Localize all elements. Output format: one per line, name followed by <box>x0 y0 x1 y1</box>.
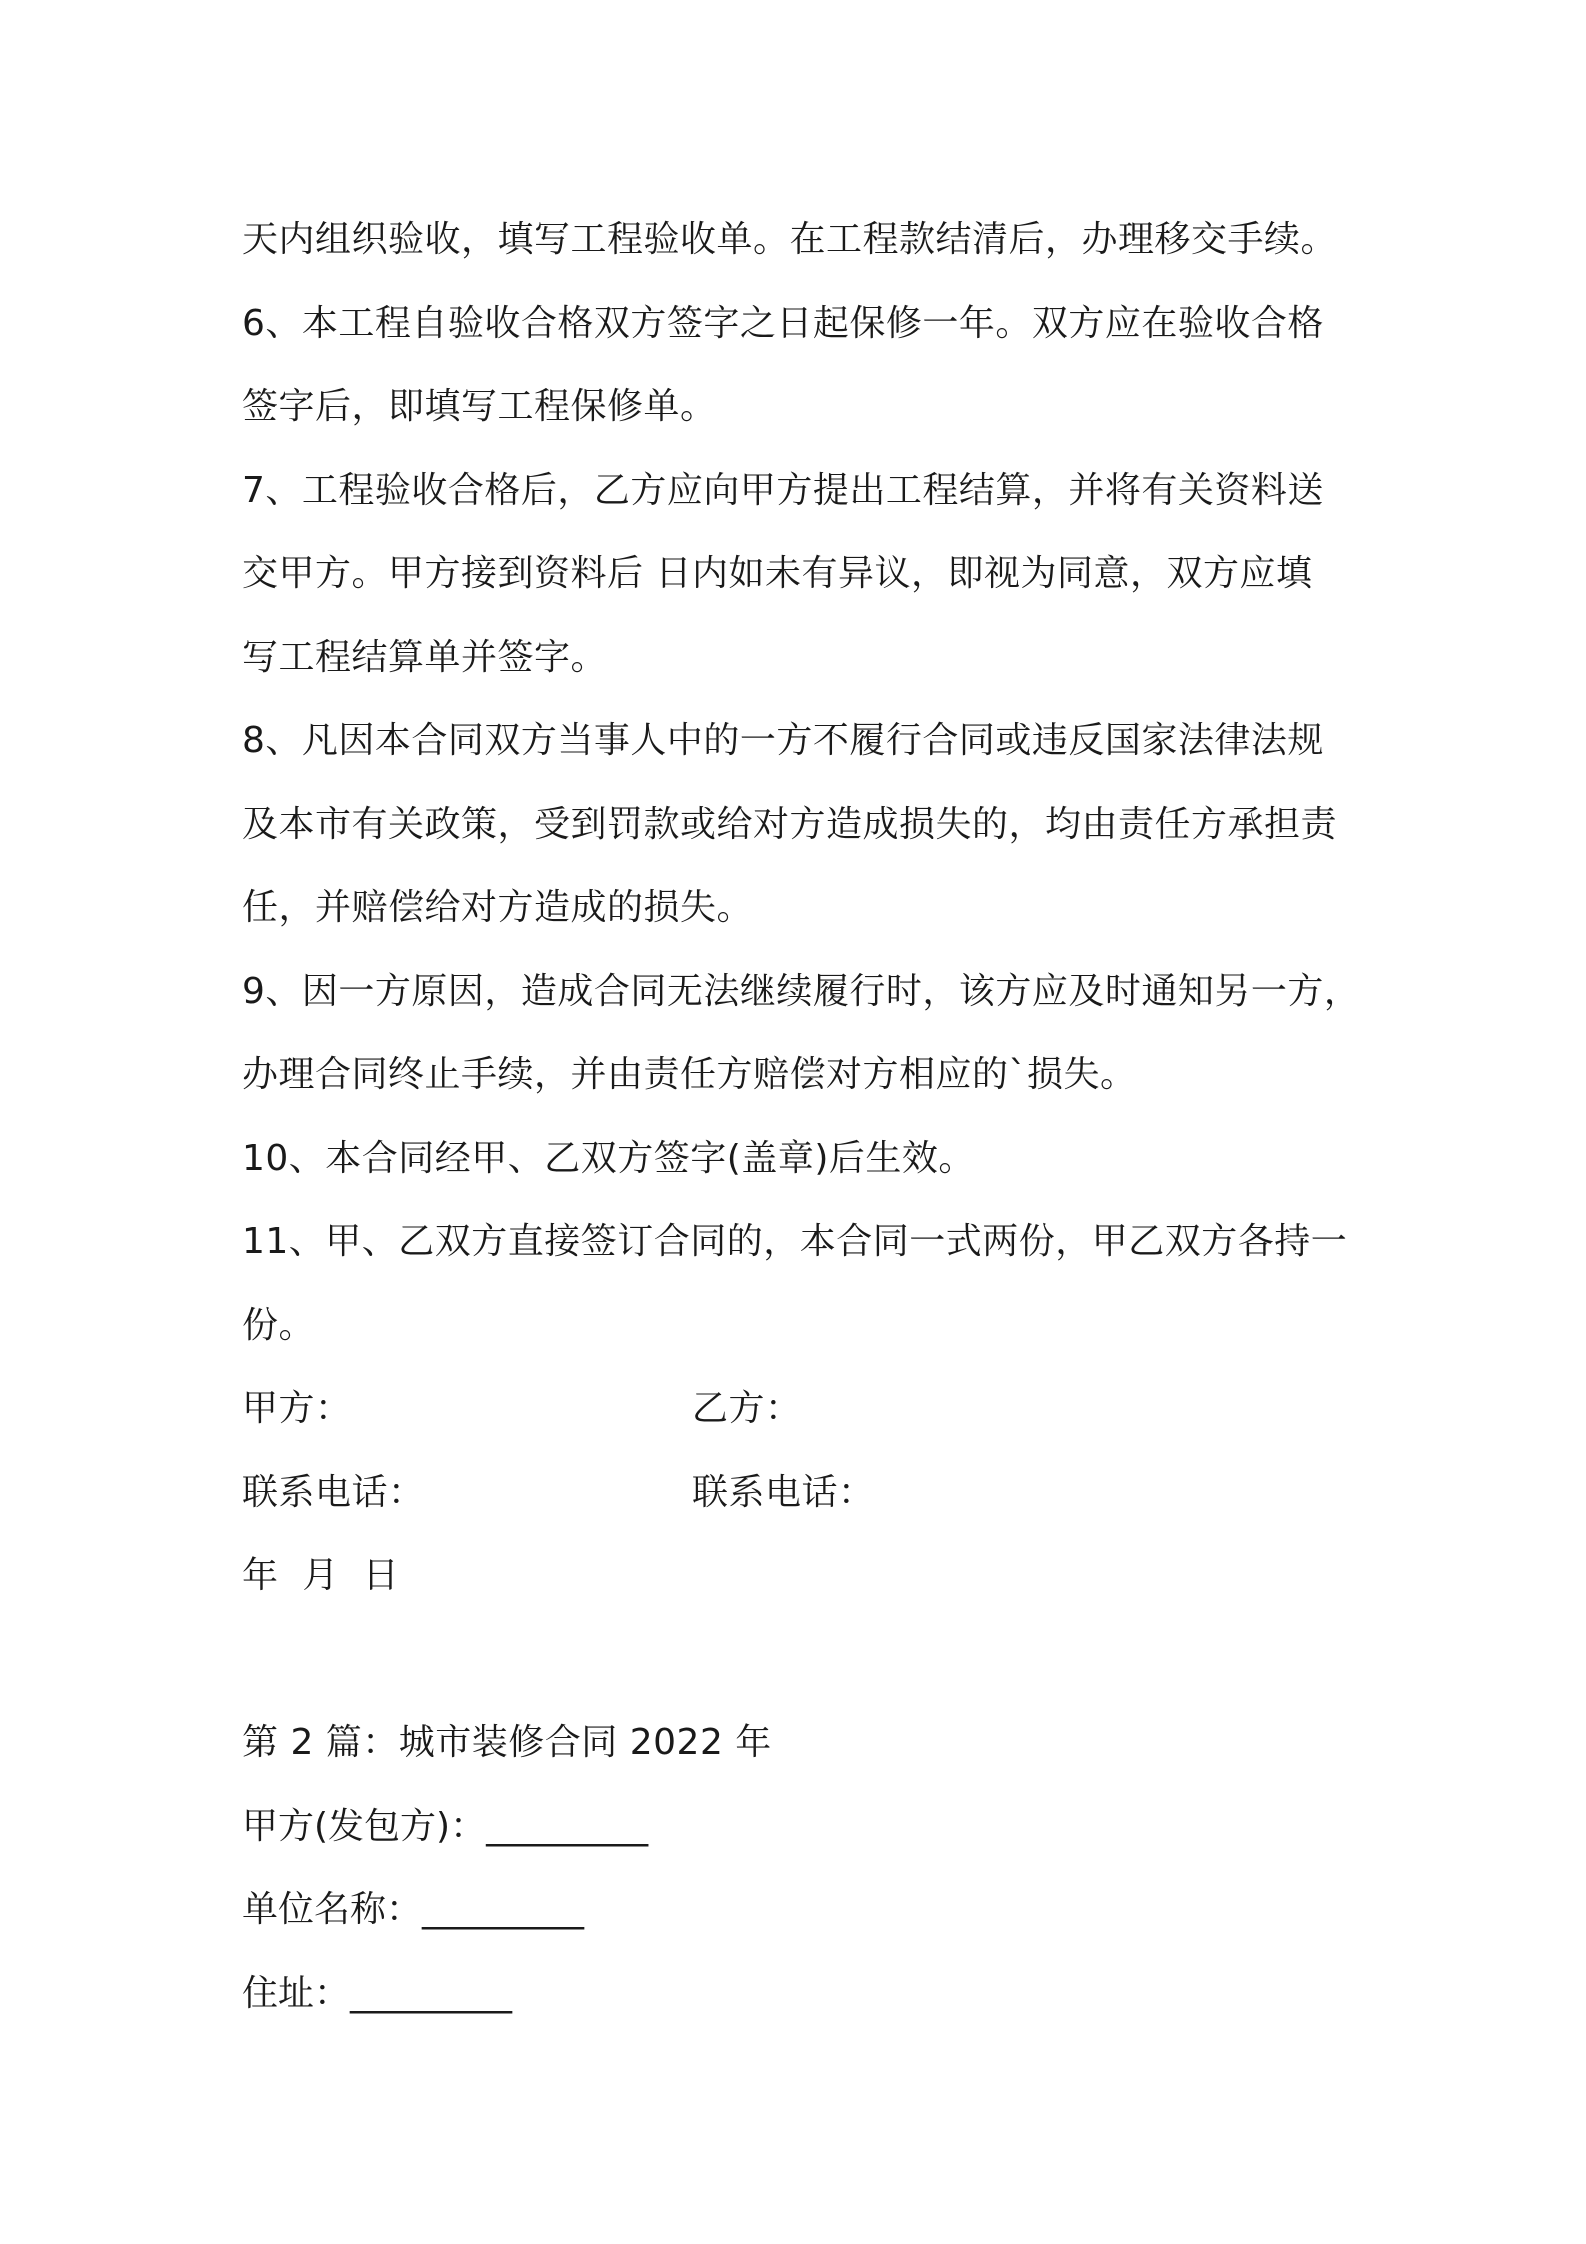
clause-6-line-2: 签字后，即填写工程保修单。 <box>242 386 717 427</box>
clause-8-line-3: 任，并赔偿给对方造成的损失。 <box>242 887 754 928</box>
phone-b-label: 联系电话： <box>692 1471 875 1513</box>
signature-party-row <box>242 1367 1372 1451</box>
clause-9-line-1: 9、因一方原因，造成合同无法继续履行时，该方应及时通知另一方， <box>242 970 1361 1012</box>
employer-field: 甲方(发包方)：_________ <box>242 1805 649 1847</box>
party-a-label: 甲方： <box>242 1388 352 1429</box>
section-2-title: 第 2 篇：城市装修合同 2022 年 <box>242 1722 772 1763</box>
clause-9-line-2: 办理合同终止手续，并由责任方赔偿对方相应的`损失。 <box>242 1054 1137 1095</box>
clause-6-line-1: 6、本工程自验收合格双方签字之日起保修一年。双方应在验收合格 <box>242 302 1324 344</box>
section-spacer <box>242 1618 1372 1702</box>
document-body <box>242 198 1372 2035</box>
clause-7-line-1: 7、工程验收合格后，乙方应向甲方提出工程结算，并将有关资料送 <box>242 469 1324 511</box>
phone-a-label: 联系电话： <box>242 1471 425 1513</box>
clause-10-line: 10、本合同经甲、乙双方签字(盖章)后生效。 <box>242 1137 975 1179</box>
clause-11-line-2: 份。 <box>242 1304 316 1346</box>
unit-name-field: 单位名称：_________ <box>242 1889 585 1930</box>
signature-phone-row <box>242 1451 1372 1535</box>
clause-7-line-3: 写工程结算单并签字。 <box>242 636 608 678</box>
paragraph-line-acceptance: 天内组织验收，填写工程验收单。在工程款结清后，办理移交手续。 <box>242 219 1338 260</box>
clause-8-line-1: 8、凡因本合同双方当事人中的一方不履行合同或违反国家法律法规 <box>242 720 1324 761</box>
clause-7-line-2: 交甲方。甲方接到资料后 日内如未有异议，即视为同意，双方应填 <box>242 553 1313 594</box>
clause-8-line-2: 及本市有关政策，受到罚款或给对方造成损失的，均由责任方承担责 <box>242 803 1338 845</box>
clause-11-line-1: 11、甲、乙双方直接签订合同的，本合同一式两份，甲乙双方各持一 <box>242 1221 1348 1262</box>
signature-date: 年 月 日 <box>242 1555 400 1596</box>
party-b-label: 乙方： <box>692 1388 802 1429</box>
address-field: 住址：_________ <box>242 1972 513 2014</box>
